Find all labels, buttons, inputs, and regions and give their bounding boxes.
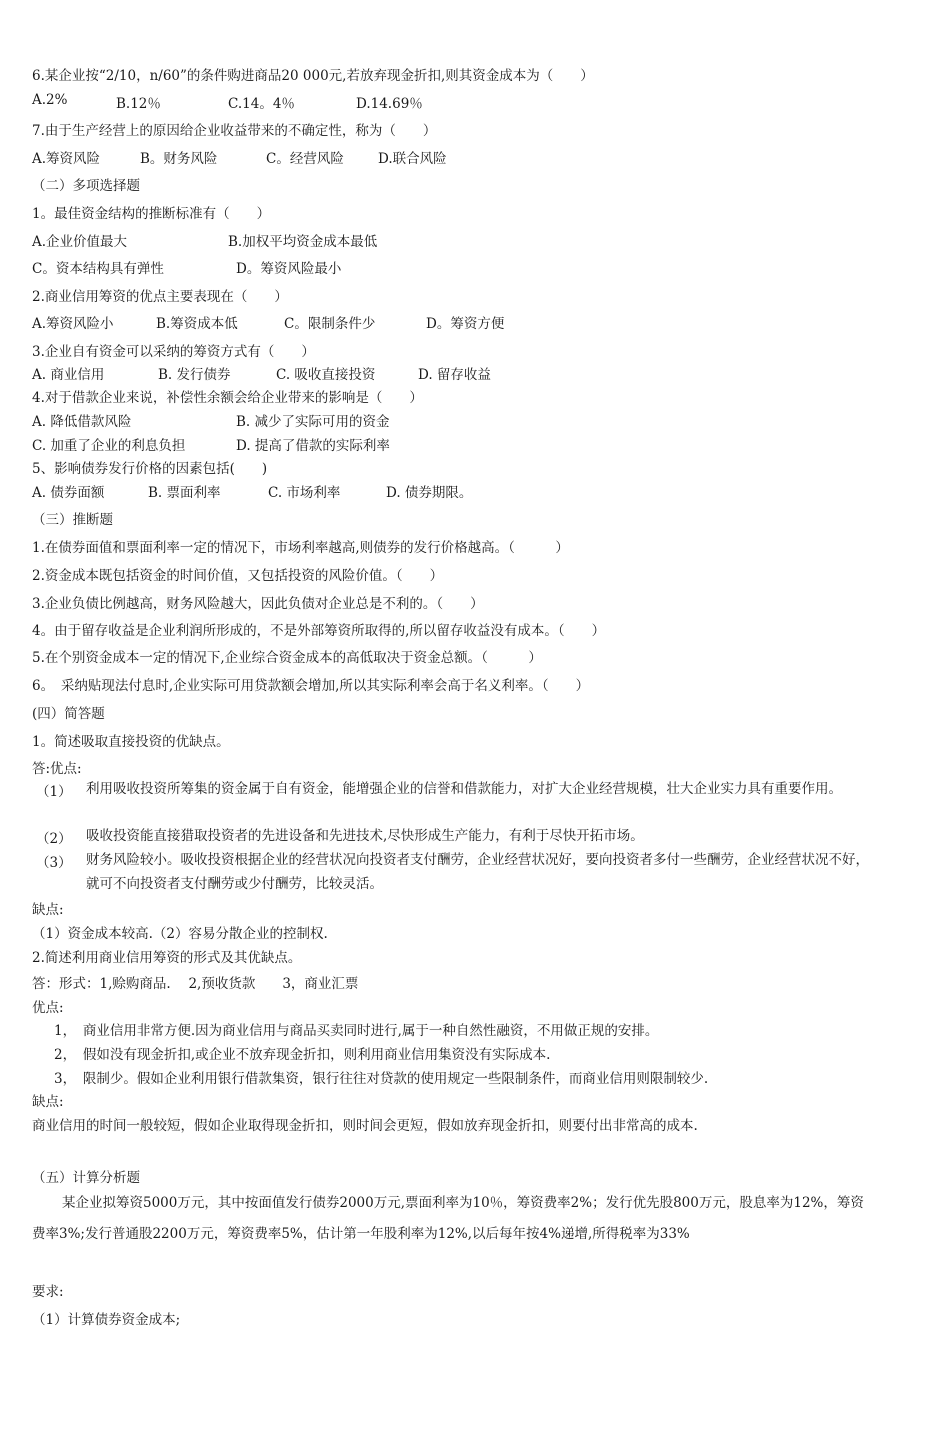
- judge-item-1: 1.在债券面值和票面利率一定的情况下，市场利率越高,则债券的发行价格越高。（ ）: [32, 540, 569, 556]
- section-heading-short-answer: (四）简答题: [32, 706, 105, 722]
- short-answer-1-cons-label: 缺点:: [32, 902, 64, 918]
- short-answer-2-question: 2.简述利用商业信用筹资的形式及其优缺点。: [32, 950, 302, 966]
- pro-text-2: 吸收投资能直接猎取投资者的先进设备和先进技术,尽快形成生产能力，有利于尽快开拓市场。: [86, 828, 644, 844]
- judge-item-3: 3.企业负债比例越高，财务风险越大，因此负债对企业总是不利的。（ ）: [32, 596, 484, 612]
- section-heading-multiple-choice: （二）多项选择题: [32, 178, 140, 194]
- m5-option-b: B. 票面利率: [148, 485, 221, 501]
- m2-option-d: D。筹资方便: [426, 316, 505, 332]
- pro-text-1: 利用吸收投资所筹集的资金属于自有资金，能增强企业的信誉和借款能力，对扩大企业经营规模，壮大企业实力具有重要作用。: [86, 781, 842, 797]
- m2-option-b: B.筹资成本低: [156, 316, 238, 332]
- sa2-pro-item-2: 2， 假如没有现金折扣,或企业不放弃现金折扣，则利用商业信用集资没有实际成本.: [54, 1047, 551, 1063]
- short-answer-2-forms: 答：形式：1,赊购商品. 2,预收货款 3，商业汇票: [32, 976, 359, 992]
- section-heading-calculation: （五）计算分析题: [32, 1170, 140, 1186]
- multi-question-2-stem: 2.商业信用筹资的优点主要表现在（ ）: [32, 289, 288, 305]
- m3-option-a: A. 商业信用: [32, 367, 105, 383]
- m4-option-b: B. 减少了实际可用的资金: [236, 414, 390, 430]
- q7-option-d: D.联合风险: [378, 151, 447, 167]
- m3-option-d: D. 留存收益: [418, 367, 491, 383]
- q7-option-b: B。财务风险: [140, 151, 218, 167]
- judge-item-4: 4。由于留存收益是企业利润所形成的，不是外部筹资所取得的,所以留存收益没有成本。（ ）: [32, 623, 606, 639]
- m1-option-d: D。筹资风险最小: [236, 261, 342, 277]
- section-heading-judgement: （三）推断题: [32, 512, 113, 528]
- m1-option-b: B.加权平均资金成本最低: [228, 234, 378, 250]
- requirement-1: （1）计算债券资金成本;: [32, 1312, 181, 1328]
- judge-item-2: 2.资金成本既包括资金的时间价值，又包括投资的风险价值。（ ）: [32, 568, 444, 584]
- pro-number-2: （2）: [36, 831, 72, 847]
- m5-option-d: D. 债券期限。: [386, 485, 473, 501]
- sa2-pro-item-1: 1， 商业信用非常方便.因为商业信用与商品买卖同时进行,属于一种自然性融资，不用做正规的安排。: [54, 1023, 659, 1039]
- short-answer-1-question: 1。简述吸取直接投资的优缺点。: [32, 734, 230, 750]
- m3-option-b: B. 发行债券: [158, 367, 231, 383]
- judge-item-6: 6。 采纳贴现法付息时,企业实际可用贷款额会增加,所以其实际利率会高于名义利率。（ ）: [32, 678, 590, 694]
- q6-option-d: D.14.69％: [356, 96, 423, 112]
- multi-question-1-stem: 1。最佳资金结构的推断标准有（ ）: [32, 206, 271, 222]
- m3-option-c: C. 吸收直接投资: [276, 367, 376, 383]
- m1-option-c: C。资本结构具有弹性: [32, 261, 164, 277]
- q7-option-c: C。经营风险: [266, 151, 344, 167]
- multi-question-3-stem: 3.企业自有资金可以采纳的筹资方式有（ ）: [32, 344, 315, 360]
- short-answer-2-cons: 商业信用的时间一般较短，假如企业取得现金折扣，则时间会更短，假如放弃现金折扣，则要付出非常高的成本.: [32, 1118, 698, 1134]
- short-answer-2-cons-label: 缺点:: [32, 1094, 64, 1110]
- m4-option-a: A. 降低借款风险: [32, 414, 132, 430]
- requirements-label: 要求:: [32, 1284, 64, 1300]
- judge-item-5: 5.在个别资金成本一定的情况下,企业综合资金成本的高低取决于资金总额。（ ）: [32, 650, 542, 666]
- pro-number-1: （1）: [36, 784, 72, 800]
- short-answer-2-pros-label: 优点:: [32, 1000, 64, 1016]
- m2-option-c: C。限制条件少: [284, 316, 376, 332]
- calculation-problem-text: 某企业拟筹资5000万元，其中按面值发行债券2000万元,票面利率为10％，筹资费率2%；发行优先股800万元，股息率为12%，筹资费率3%;发行普通股2200万元，筹资费率5%，估计第一年股利率为12%,以后每年按4%递增,所得税率为33%: [32, 1195, 864, 1242]
- short-answer-1-intro: 答:优点:: [32, 761, 82, 777]
- pro-text-3: 财务风险较小。吸收投资根据企业的经营状况向投资者支付酬劳，企业经营状况好，要向投资者多付一些酬劳，企业经营状况不好，就可不向投资者支付酬劳或少付酬劳，比较灵活。: [86, 852, 869, 892]
- q6-option-b: B.12％: [116, 96, 161, 112]
- m5-option-c: C. 市场利率: [268, 485, 341, 501]
- multi-question-5-stem: 5、影响债券发行价格的因素包括( ): [32, 461, 268, 477]
- q7-option-a: A.筹资风险: [32, 151, 101, 167]
- question-6-stem: 6.某企业按“2/10，n/60”的条件购进商品20 000元,若放弃现金折扣,则其资金成本为（ ）: [32, 68, 594, 84]
- question-7-stem: 7.由于生产经营上的原因给企业收益带来的不确定性，称为（ ）: [32, 123, 437, 139]
- multi-question-4-stem: 4.对于借款企业来说，补偿性余额会给企业带来的影响是（ ）: [32, 390, 423, 406]
- short-answer-1-cons: （1）资金成本较高.（2）容易分散企业的控制权.: [32, 926, 328, 942]
- m4-option-d: D. 提高了借款的实际利率: [236, 438, 390, 454]
- q6-option-c: C.14。4％: [228, 96, 295, 112]
- pro-number-3: （3）: [36, 855, 72, 871]
- m1-option-a: A.企业价值最大: [32, 234, 128, 250]
- sa2-pro-item-3: 3， 限制少。假如企业利用银行借款集资，银行往往对贷款的使用规定一些限制条件，而商业信用则限制较少.: [54, 1071, 709, 1087]
- m5-option-a: A. 债券面额: [32, 485, 105, 501]
- m4-option-c: C. 加重了企业的利息负担: [32, 438, 186, 454]
- q6-option-a: A.2%: [32, 92, 68, 108]
- m2-option-a: A.筹资风险小: [32, 316, 114, 332]
